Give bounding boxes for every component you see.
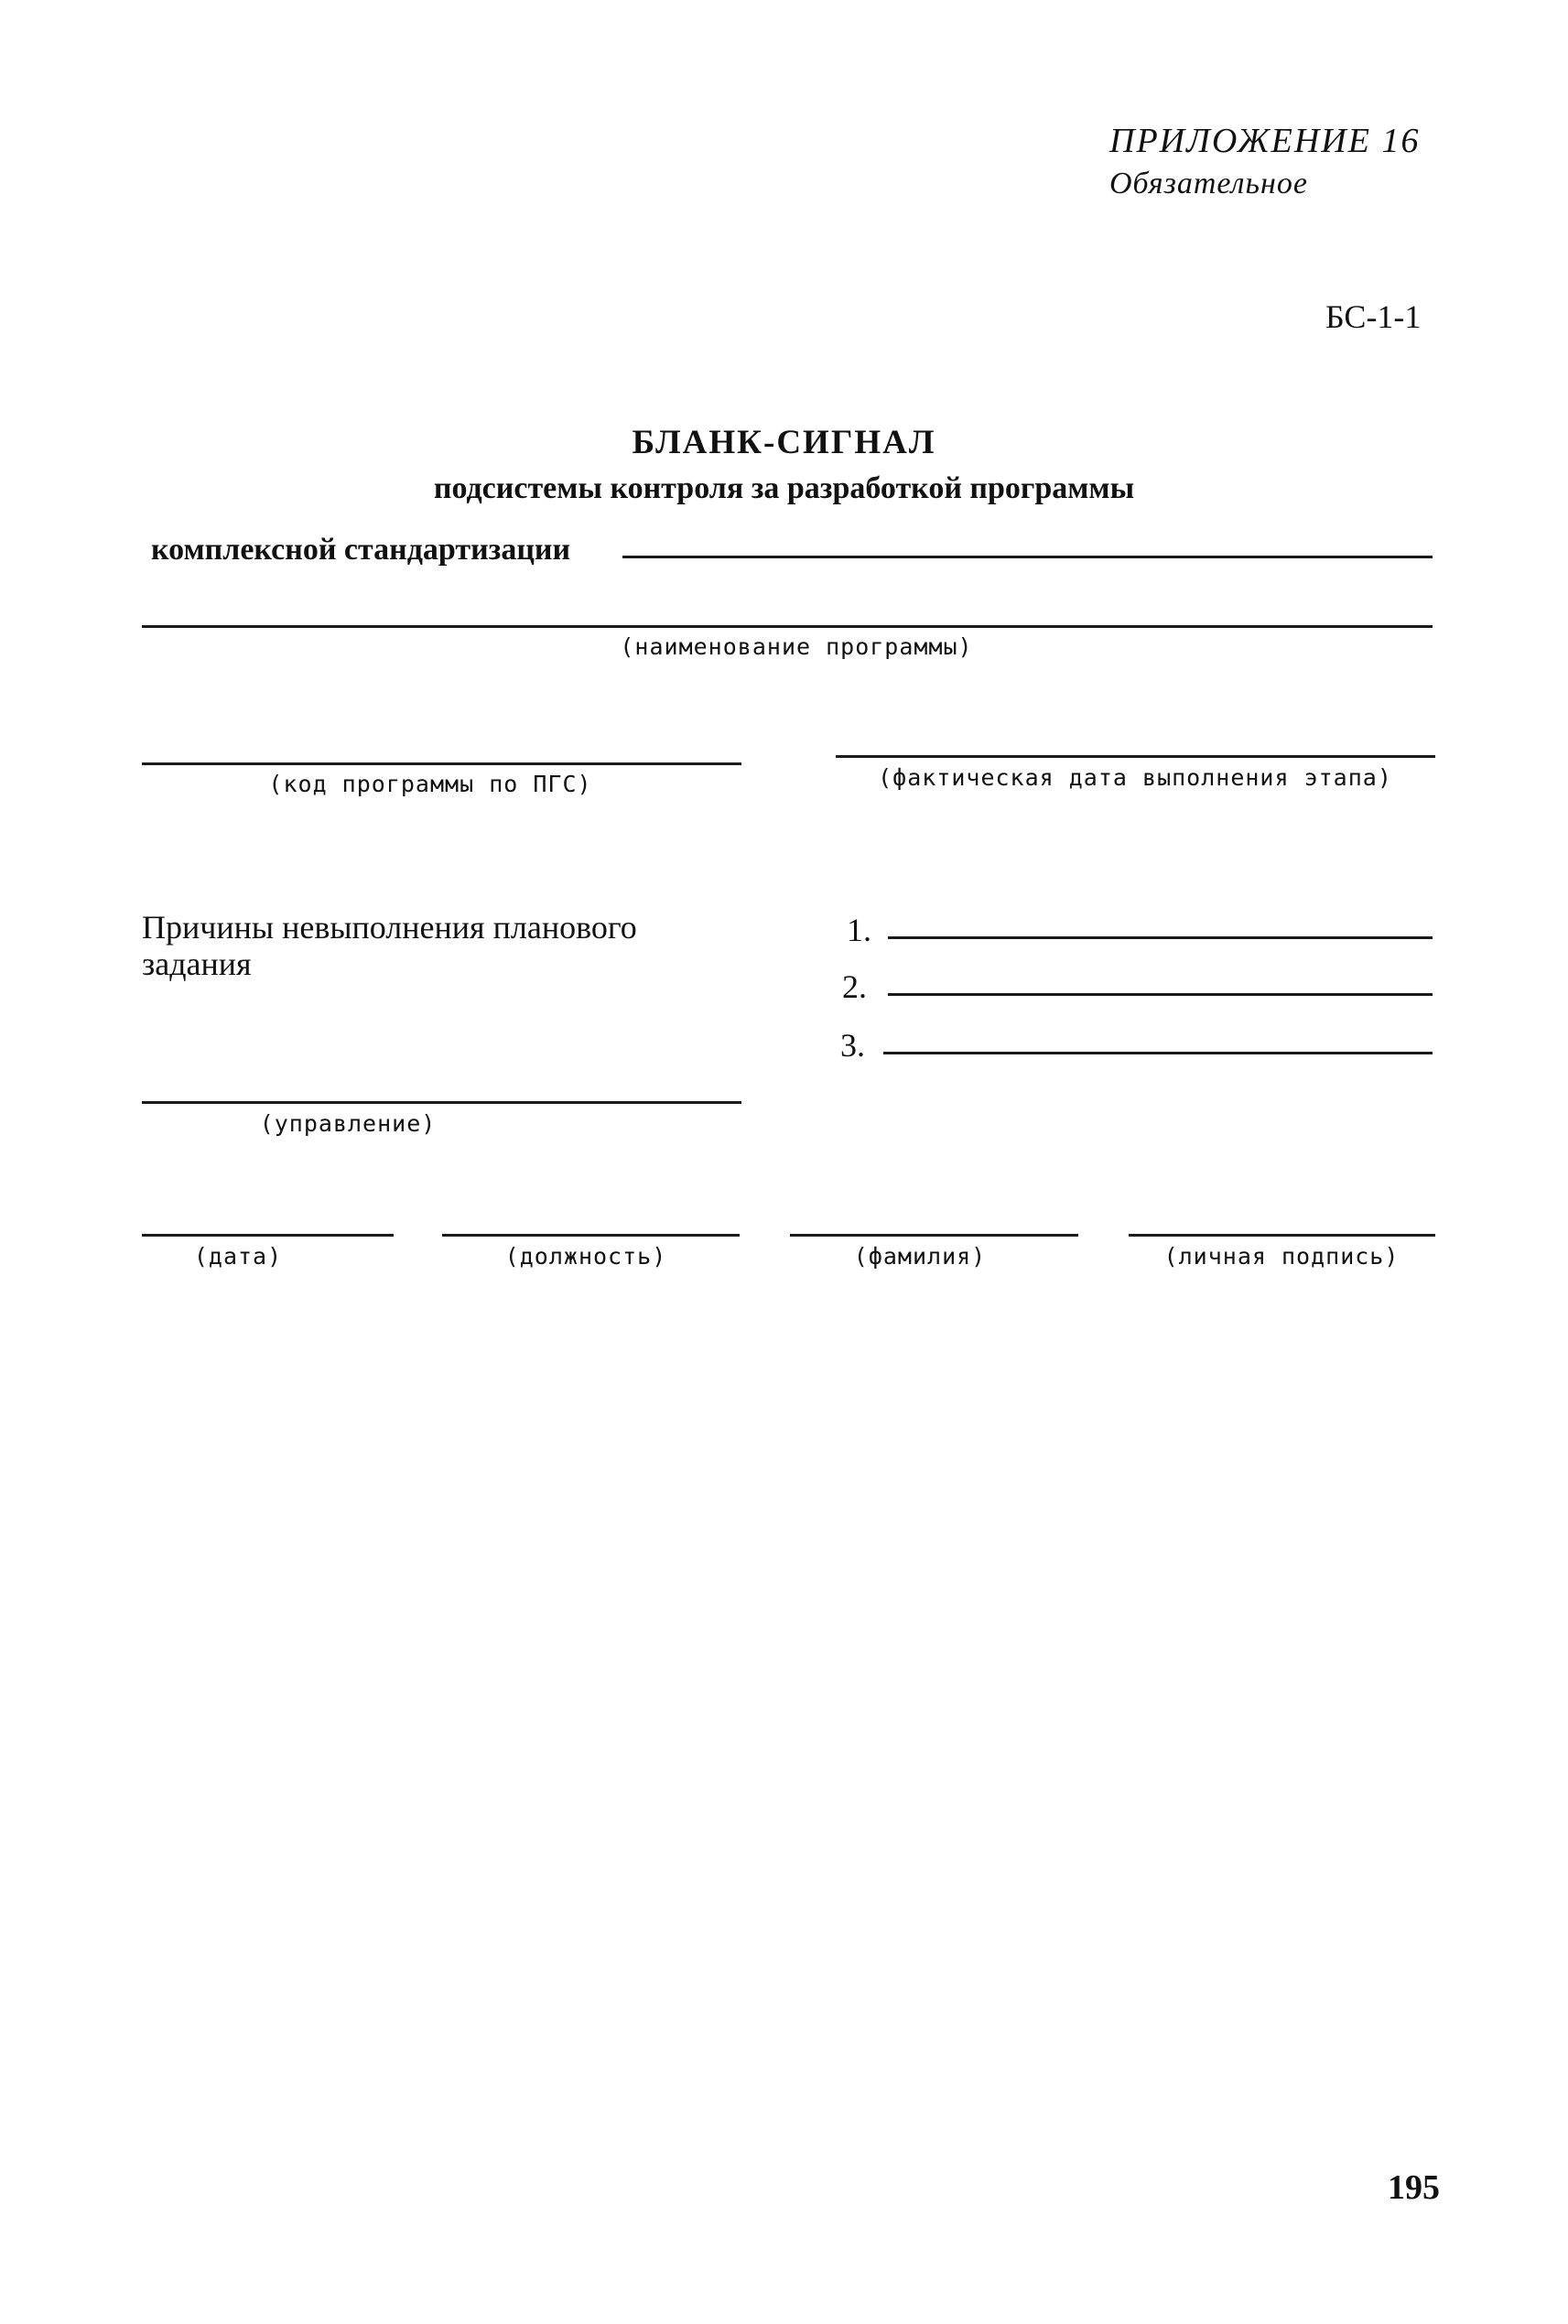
reason-number-1: 1. <box>847 912 871 948</box>
form-subtitle: подсистемы контроля за разработкой программы <box>433 471 1135 505</box>
date-caption: (дата) <box>193 1243 283 1270</box>
surname-field[interactable] <box>790 1234 1078 1237</box>
form-title: БЛАНК-СИГНАЛ <box>632 424 936 461</box>
program-name-caption: (наименование программы) <box>620 633 973 660</box>
signature-field[interactable] <box>1129 1234 1435 1237</box>
program-code-caption: (код программы по ПГС) <box>268 771 592 797</box>
form-code: БС-1-1 <box>1325 298 1422 335</box>
reason-number-3: 3. <box>840 1027 865 1064</box>
program-code-field[interactable] <box>142 762 741 765</box>
actual-date-field[interactable] <box>836 755 1435 758</box>
complex-standardization-label: комплексной стандартизации <box>151 533 571 567</box>
reason-number-2: 2. <box>842 968 867 1005</box>
reason-field-2[interactable] <box>888 993 1433 996</box>
page-number: 195 <box>1388 2168 1440 2207</box>
reasons-label: Причины невыполнения планового задания <box>142 909 637 982</box>
actual-date-caption: (фактическая дата выполнения этапа) <box>878 764 1392 791</box>
reason-field-3[interactable] <box>883 1052 1433 1054</box>
surname-caption: (фамилия) <box>853 1243 987 1270</box>
position-caption: (должность) <box>504 1243 667 1270</box>
department-field[interactable] <box>142 1101 741 1104</box>
complex-standardization-field[interactable] <box>622 556 1433 558</box>
position-field[interactable] <box>442 1234 740 1237</box>
date-field[interactable] <box>142 1234 394 1237</box>
department-caption: (управление) <box>259 1110 437 1137</box>
appendix-status: Обязательное <box>1109 167 1308 200</box>
reason-field-1[interactable] <box>888 936 1433 939</box>
signature-caption: (личная подпись) <box>1163 1243 1400 1270</box>
appendix-title: ПРИЛОЖЕНИЕ 16 <box>1109 122 1421 160</box>
program-name-field[interactable] <box>142 625 1433 628</box>
